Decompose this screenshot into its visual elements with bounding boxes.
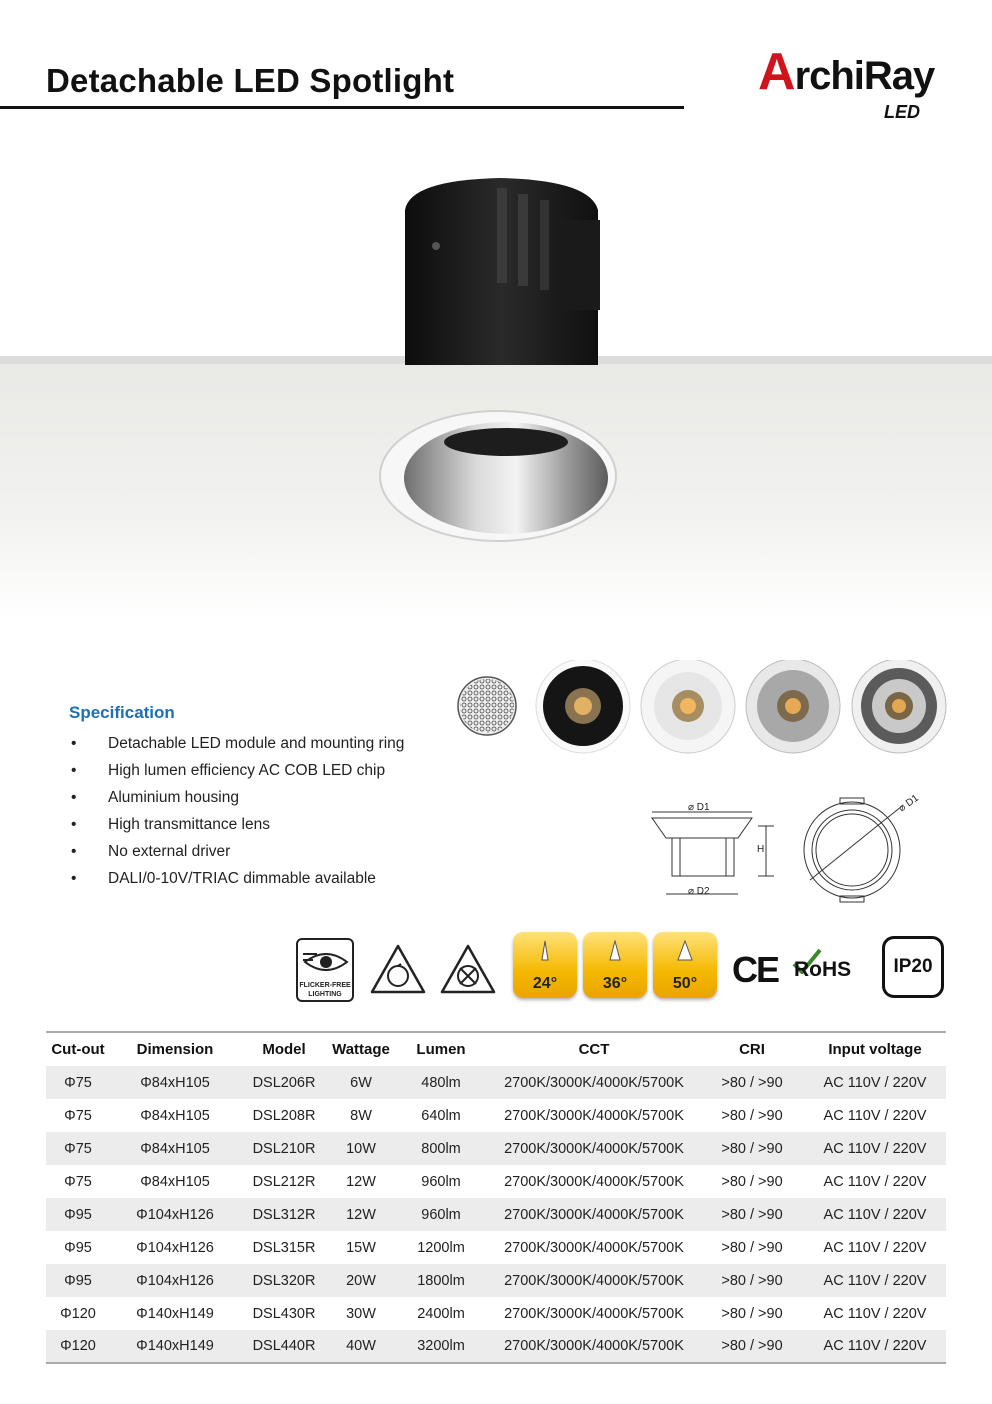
table-cell: Φ75 <box>46 1132 110 1165</box>
bullet: • <box>71 762 77 779</box>
table-cell: Φ140xH149 <box>110 1330 240 1363</box>
table-cell: AC 110V / 220V <box>804 1198 946 1231</box>
table-cell: 800lm <box>394 1132 488 1165</box>
table-cell: AC 110V / 220V <box>823 1173 927 1190</box>
table-cell: 3200lm <box>394 1330 488 1363</box>
table-cell: 2700K/3000K/4000K/5700K <box>488 1198 700 1231</box>
table-row <box>46 1099 946 1132</box>
brand-logo <box>758 42 948 132</box>
table-cell: Φ104xH126 <box>110 1198 240 1231</box>
spec-item: • High transmittance lens <box>68 814 404 841</box>
table-cell: >80 / >90 <box>700 1198 804 1231</box>
hero-product-image <box>0 150 992 620</box>
table-cell: 2700K/3000K/4000K/5700K <box>488 1066 700 1099</box>
table-cell: Φ75 <box>64 1107 92 1124</box>
logo-initial: A <box>758 43 795 101</box>
beam-cone-icon <box>537 940 553 962</box>
ce-mark: CE <box>732 949 779 990</box>
ip-rating-badge: IP20 <box>882 936 944 998</box>
table-row <box>46 1066 946 1099</box>
table-cell: 30W <box>346 1305 376 1322</box>
table-cell: >80 / >90 <box>700 1264 804 1297</box>
table-cell: AC 110V / 220V <box>823 1305 927 1322</box>
table-row <box>46 1165 946 1198</box>
table-cell: AC 110V / 220V <box>804 1330 946 1363</box>
table-cell: AC 110V / 220V <box>804 1132 946 1165</box>
table-cell: AC 110V / 220V <box>804 1066 946 1099</box>
table-cell: 2700K/3000K/4000K/5700K <box>488 1132 700 1165</box>
table-cell: AC 110V / 220V <box>804 1264 946 1297</box>
flicker-free-text-1: FLICKER-FREE <box>299 982 351 989</box>
table-cell: 20W <box>328 1264 394 1297</box>
table-cell: Φ95 <box>46 1198 110 1231</box>
eye-icon <box>299 944 353 980</box>
table-cell: 12W <box>346 1173 376 1190</box>
table-cell: Φ84xH105 <box>110 1132 240 1165</box>
beam-angle-36-badge <box>583 932 647 998</box>
table-cell: >80 / >90 <box>700 1330 804 1363</box>
page-title: Detachable LED Spotlight <box>46 62 455 99</box>
spec-item: • Aluminium housing <box>68 787 404 814</box>
table-cell: Φ84xH105 <box>140 1107 210 1124</box>
title-underline <box>0 106 684 109</box>
table-cell: 2700K/3000K/4000K/5700K <box>504 1239 684 1256</box>
bullet: • <box>71 789 77 806</box>
table-cell: Φ75 <box>46 1066 110 1099</box>
table-cell: DSL212R <box>252 1173 316 1190</box>
table-cell: Φ104xH126 <box>136 1239 214 1256</box>
table-cell: >80 / >90 <box>721 1305 783 1322</box>
column-header: Input voltage <box>804 1032 946 1066</box>
bullet: • <box>71 870 77 887</box>
product-variants <box>455 660 955 760</box>
table-row <box>46 1231 946 1264</box>
logo-wordmark <box>758 42 934 102</box>
table-cell: AC 110V / 220V <box>823 1107 927 1124</box>
beam-angle-label: 24° <box>532 975 558 992</box>
table-cell: DSL312R <box>240 1198 328 1231</box>
table-cell: 40W <box>328 1330 394 1363</box>
specification-list <box>68 733 404 895</box>
top-view-diagram <box>804 798 902 902</box>
table-cell: Φ104xH126 <box>110 1264 240 1297</box>
table-row <box>46 1330 946 1363</box>
beam-angle-24-badge <box>513 932 577 998</box>
table-header-row <box>46 1032 946 1066</box>
bullet: • <box>71 843 77 860</box>
table-cell: 960lm <box>421 1173 461 1190</box>
table-cell: 1800lm <box>394 1264 488 1297</box>
table-cell: DSL208R <box>252 1107 316 1124</box>
honeycomb-lens-icon <box>458 677 516 735</box>
beam-cone-icon <box>607 940 623 962</box>
table-cell: 2400lm <box>417 1305 465 1322</box>
table-cell: 12W <box>328 1198 394 1231</box>
table-cell: 10W <box>328 1132 394 1165</box>
dimmable-icon <box>368 942 428 998</box>
logo-subtitle: LED <box>884 102 920 122</box>
table-cell: DSL206R <box>240 1066 328 1099</box>
table-cell: Φ120 <box>46 1330 110 1363</box>
beam-angle-50-badge <box>653 932 717 998</box>
bullet: • <box>71 816 77 833</box>
table-cell: 480lm <box>394 1066 488 1099</box>
table-cell: Φ84xH105 <box>140 1173 210 1190</box>
rohs-mark: RoHS <box>794 958 852 981</box>
beam-angle-label: 36° <box>602 975 628 992</box>
specification-heading: Specification <box>69 703 175 722</box>
beam-angle-label: 50° <box>672 975 698 992</box>
table-cell: 2700K/3000K/4000K/5700K <box>488 1330 700 1363</box>
dimension-diagrams <box>640 790 960 910</box>
table-row <box>46 1198 946 1231</box>
column-header: Cut-out <box>46 1032 110 1066</box>
table-cell: 2700K/3000K/4000K/5700K <box>504 1305 684 1322</box>
column-header: CRI <box>700 1032 804 1066</box>
table-cell: 640lm <box>421 1107 461 1124</box>
table-cell: 6W <box>328 1066 394 1099</box>
table-row <box>46 1264 946 1297</box>
column-header: Lumen <box>394 1032 488 1066</box>
spec-item: • High lumen efficiency AC COB LED chip <box>68 760 404 787</box>
table-cell: Φ120 <box>60 1305 96 1322</box>
height-label: H <box>757 844 765 855</box>
white-variant-image <box>641 660 735 753</box>
no-insulation-cover-icon <box>438 942 498 998</box>
d2-label: ⌀ D2 <box>688 886 710 897</box>
beam-cone-icon <box>677 940 693 962</box>
table-cell: 15W <box>346 1239 376 1256</box>
table-cell: 8W <box>350 1107 372 1124</box>
column-header: Wattage <box>328 1032 394 1066</box>
table-cell: 1200lm <box>417 1239 465 1256</box>
top-d1-label: ⌀ D1 <box>896 792 921 815</box>
table-row <box>46 1132 946 1165</box>
model-spec-table <box>46 1031 946 1364</box>
table-cell: >80 / >90 <box>721 1173 783 1190</box>
table-cell: AC 110V / 220V <box>823 1239 927 1256</box>
table-cell: 2700K/3000K/4000K/5700K <box>488 1264 700 1297</box>
table-cell: Φ75 <box>64 1173 92 1190</box>
silver-variant-image <box>746 660 840 753</box>
table-row <box>46 1297 946 1330</box>
spec-item: • Detachable LED module and mounting ring <box>68 733 404 760</box>
flicker-free-text-2: LIGHTING <box>308 991 342 998</box>
black-variant-image <box>536 660 630 753</box>
table-cell: DSL430R <box>252 1305 316 1322</box>
side-view-diagram <box>652 812 774 894</box>
table-cell: DSL210R <box>240 1132 328 1165</box>
column-header: Dimension <box>110 1032 240 1066</box>
table-cell: DSL315R <box>252 1239 316 1256</box>
table-cell: DSL320R <box>240 1264 328 1297</box>
table-cell: 2700K/3000K/4000K/5700K <box>504 1107 684 1124</box>
flicker-free-badge <box>296 938 354 1002</box>
table-cell: 2700K/3000K/4000K/5700K <box>504 1173 684 1190</box>
column-header: Model <box>240 1032 328 1066</box>
logo-rest: rchiRay <box>794 54 935 98</box>
spec-item: • DALI/0-10V/TRIAC dimmable available <box>68 868 404 895</box>
chrome-variant-image <box>852 660 946 753</box>
table-cell: 960lm <box>394 1198 488 1231</box>
table-cell: >80 / >90 <box>700 1132 804 1165</box>
table-cell: >80 / >90 <box>700 1066 804 1099</box>
d1-label: ⌀ D1 <box>688 802 710 813</box>
bullet: • <box>71 735 77 752</box>
spec-item: • No external driver <box>68 841 404 868</box>
table-cell: Φ95 <box>46 1264 110 1297</box>
column-header: CCT <box>488 1032 700 1066</box>
table-cell: DSL440R <box>240 1330 328 1363</box>
table-cell: Φ95 <box>64 1239 92 1256</box>
table-cell: Φ140xH149 <box>136 1305 214 1322</box>
table-cell: Φ84xH105 <box>110 1066 240 1099</box>
table-cell: >80 / >90 <box>721 1239 783 1256</box>
table-cell: >80 / >90 <box>721 1107 783 1124</box>
